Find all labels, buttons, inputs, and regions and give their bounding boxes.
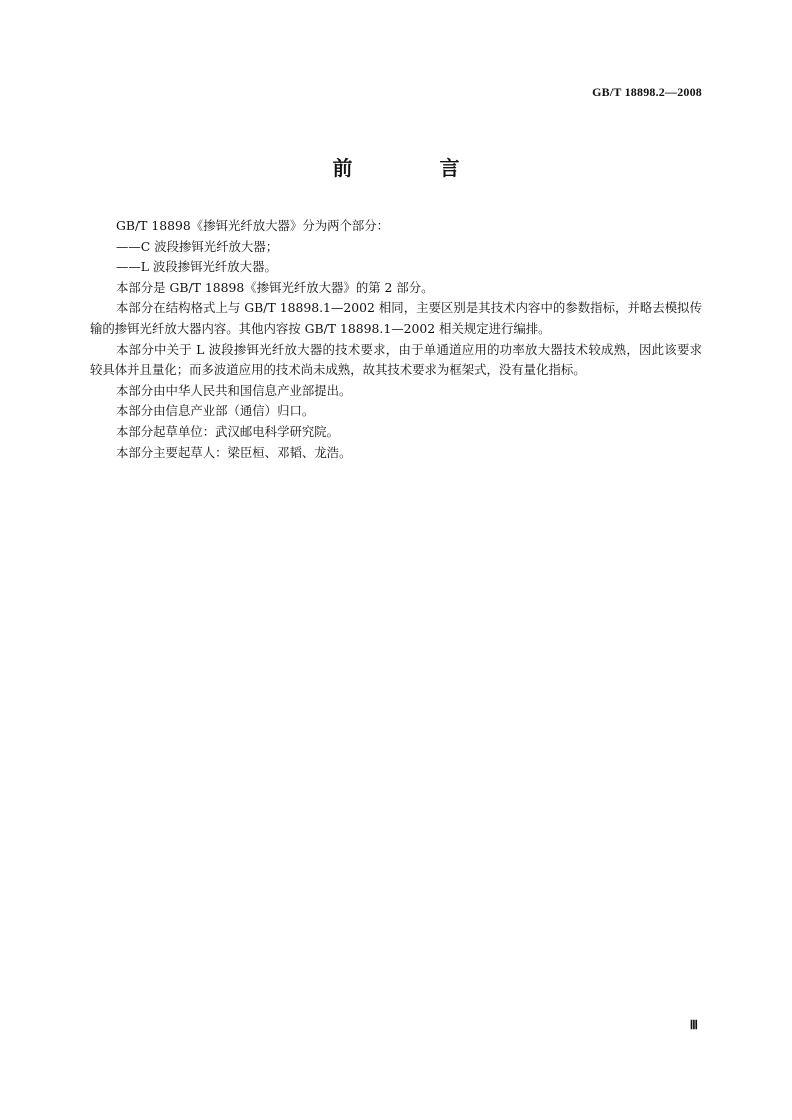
paragraph: 本部分主要起草人：梁臣桓、邓韬、龙浩。 — [116, 444, 352, 460]
page-title: 前 言 — [332, 156, 500, 180]
paragraph: 本部分是 GB/T 18898《掺铒光纤放大器》的第 2 部分。 — [116, 279, 434, 295]
paragraph: 本部分中关于 L 波段掺铒光纤放大器的技术要求，由于单通道应用的功率放大器技术较成熟，因此该要求较具体并且量化；而多波道应用的技术尚未成熟，故其技术要求为框架式，没有量化指标。 — [90, 341, 702, 378]
foreword-body — [90, 216, 702, 463]
paragraph: 本部分在结构格式上与 GB/T 18898.1—2002 相同，主要区别是其技术内容中的参数指标，并略去模拟传输的掺铒光纤放大器内容。其他内容按 GB/T 18898.1—2002 相关规定进行编排。 — [90, 300, 702, 336]
paragraph: 本部分由中华人民共和国信息产业部提出。 — [116, 382, 352, 398]
paragraph: ——L 波段掺铒光纤放大器。 — [116, 259, 277, 275]
paragraph: GB/T 18898《掺铒光纤放大器》分为两个部分： — [116, 218, 390, 233]
paragraph: ——C 波段掺铒光纤放大器； — [116, 238, 279, 254]
paragraph: 本部分起草单位：武汉邮电科学研究院。 — [116, 423, 340, 439]
standard-code: GB/T 18898.2—2008 — [592, 85, 702, 99]
paragraph: 本部分由信息产业部（通信）归口。 — [116, 403, 315, 419]
page-number: Ⅲ — [689, 1018, 698, 1032]
